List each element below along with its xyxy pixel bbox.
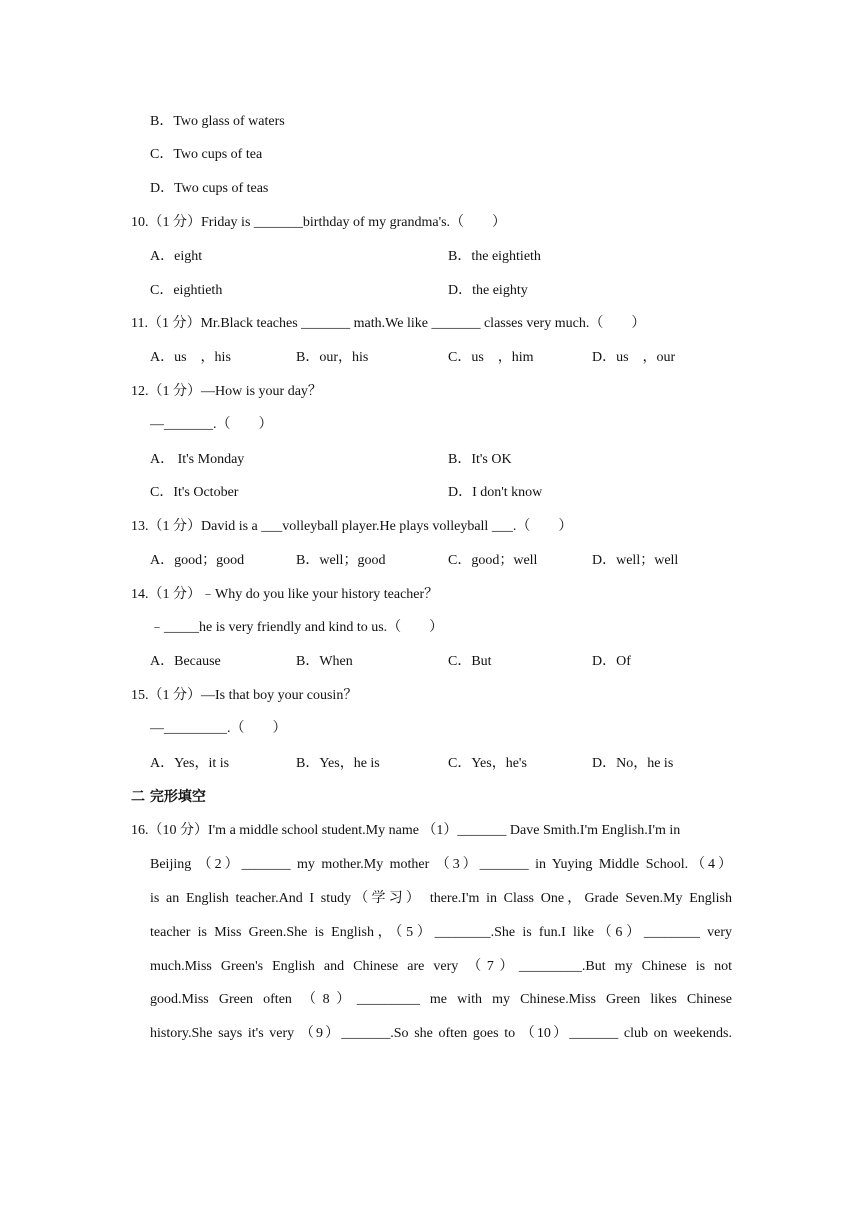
q15-option-d: D．No，he is bbox=[592, 756, 674, 771]
q15-option-c: C．Yes，he's bbox=[448, 756, 527, 771]
q12-stem-answer: —_______.（ ） bbox=[150, 417, 273, 432]
q13-option-a: A．good；good bbox=[150, 553, 245, 568]
q11-option-d: D．us ，our bbox=[592, 350, 676, 365]
q14-stem-answer: ﹣_____he is very friendly and kind to us.（ ） bbox=[150, 620, 444, 635]
q10-option-d: D．the eighty bbox=[448, 283, 528, 298]
q14-option-d: D．Of bbox=[592, 654, 631, 669]
q14-option-a: A．Because bbox=[150, 654, 221, 669]
q16-passage-line-6: good.Miss Green often （8）_________ me with my Chinese.Miss Green likes Chinese bbox=[150, 992, 732, 1007]
q14-stem: 14.（1 分）﹣Why do you like your history teacher？ bbox=[131, 587, 439, 602]
q16-passage-line-2: Beijing （2）_______ my mother.My mother （3）_______ in Yuying Middle School.（4） bbox=[150, 857, 732, 872]
q16-passage-line-3: is an English teacher.And I study（学习） there.I'm in Class One，Grade Seven.My English bbox=[150, 891, 732, 906]
q14-option-b: B．When bbox=[296, 654, 353, 669]
q10-option-a: A．eight bbox=[150, 249, 203, 264]
q10-stem: 10.（1 分）Friday is _______birthday of my grandma's.（ ） bbox=[131, 215, 507, 230]
q10-option-c: C．eightieth bbox=[150, 283, 223, 298]
q15-stem: 15.（1 分）—Is that boy your cousin？ bbox=[131, 688, 358, 703]
q13-stem: 13.（1 分）David is a ___volleyball player.He plays volleyball ___.（ ） bbox=[131, 519, 573, 534]
q9-option-b: B．Two glass of waters bbox=[150, 114, 285, 129]
q9-option-d: D．Two cups of teas bbox=[150, 181, 269, 196]
q12-option-d: D．I don't know bbox=[448, 485, 543, 500]
q12-option-a: A． It's Monday bbox=[150, 452, 245, 467]
section-title-cloze: 二 完形填空 bbox=[131, 789, 206, 805]
q13-option-b: B．well；good bbox=[296, 553, 386, 568]
q15-stem-answer: —_________.（ ） bbox=[150, 721, 287, 736]
q15-option-b: B．Yes，he is bbox=[296, 756, 380, 771]
q11-option-a: A．us ，his bbox=[150, 350, 231, 365]
q16-passage-line-4: teacher is Miss Green.She is English，（5）________.She is fun.I like（6）________ very bbox=[150, 925, 732, 940]
q13-option-d: D．well；well bbox=[592, 553, 679, 568]
q16-passage-line-1: 16.（10 分）I'm a middle school student.My name （1）_______ Dave Smith.I'm English.I'm in bbox=[131, 823, 681, 838]
q14-option-c: C．But bbox=[448, 654, 492, 669]
q11-stem: 11.（1 分）Mr.Black teaches _______ math.We like _______ classes very much.（ ） bbox=[131, 316, 646, 331]
q12-option-c: C．It's October bbox=[150, 485, 239, 500]
q11-option-c: C．us ，him bbox=[448, 350, 534, 365]
q16-passage-line-7: history.She says it's very （9）_______.So she often goes to （10）_______ club on weekends. bbox=[150, 1026, 732, 1041]
q13-option-c: C．good；well bbox=[448, 553, 538, 568]
q11-option-b: B．our，his bbox=[296, 350, 369, 365]
q10-option-b: B．the eightieth bbox=[448, 249, 541, 264]
q12-stem: 12.（1 分）—How is your day？ bbox=[131, 384, 322, 399]
q16-passage-line-5: much.Miss Green's English and Chinese are very （7）_________.But my Chinese is not bbox=[150, 959, 732, 974]
q15-option-a: A．Yes，it is bbox=[150, 756, 230, 771]
q12-option-b: B．It's OK bbox=[448, 452, 512, 467]
q9-option-c: C．Two cups of tea bbox=[150, 147, 263, 162]
